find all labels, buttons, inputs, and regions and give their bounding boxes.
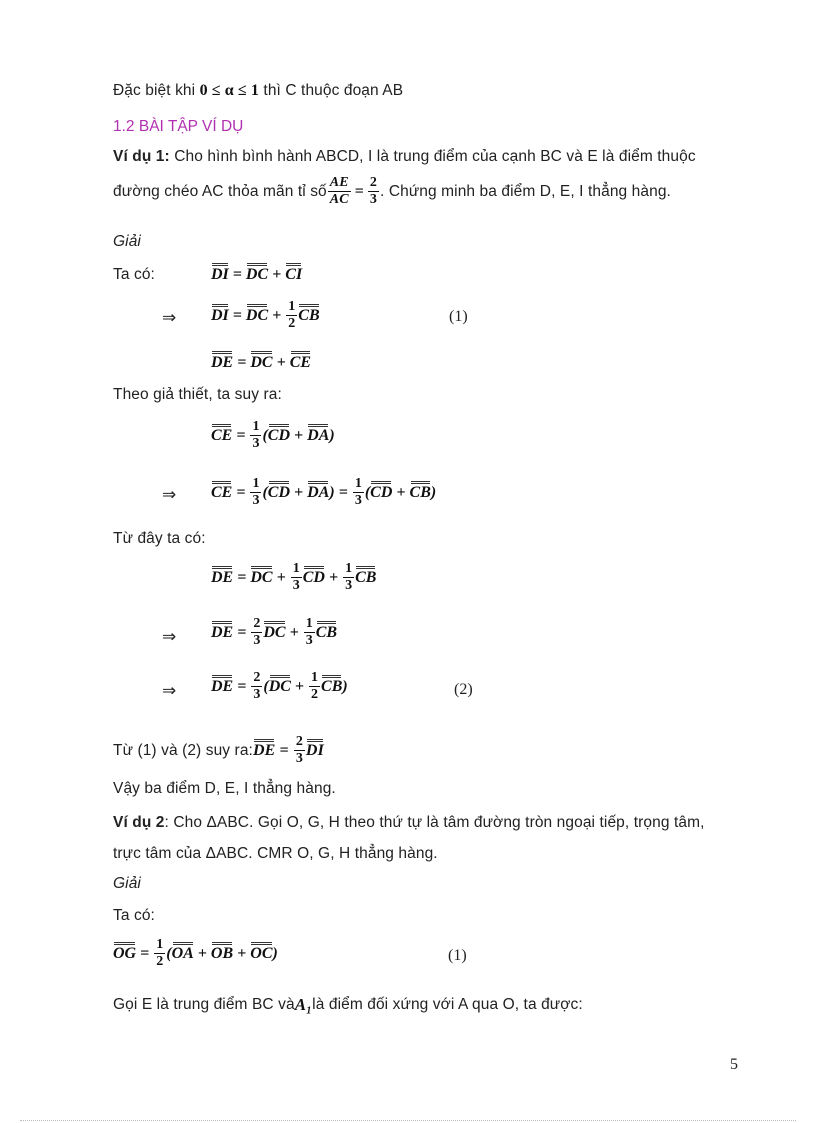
example1-text2-prefix: đường chéo AC thỏa mãn tỉ số: [113, 182, 327, 200]
example1-line2: [113, 176, 671, 207]
ta-co-2: Ta có:: [113, 907, 155, 924]
eq-di-half-cb: DI = DC + $\frac{1}{2}$ CB: [211, 299, 320, 331]
eq-de-di: DE = $\frac{2}{3}$ DI: [252, 734, 324, 766]
last-line: [113, 995, 583, 1015]
eq-ce-third: CE = $\frac{1}{3}$ ( CD + DA ): [211, 419, 335, 451]
example1-text2-suffix: . Chứng minh ba điểm D, E, I thẳng hàng.: [380, 182, 671, 200]
ratio-val-den: 3: [369, 192, 377, 207]
last-line-prefix: Gọi E là trung điểm BC và: [113, 996, 295, 1013]
example1-text1: Cho hình bình hành ABCD, I là trung điểm của cạnh BC và E là điểm thuộc: [169, 148, 696, 165]
eq-label-og: (1): [448, 947, 467, 964]
example2-solution-label: Giải: [113, 875, 141, 892]
ta-co-1: Ta có:: [113, 266, 155, 283]
implies-4: ⇒: [162, 681, 177, 701]
implies-2: ⇒: [162, 485, 177, 505]
ratio-val-num: 2: [369, 175, 377, 190]
page-bottom-divider: [20, 1120, 796, 1121]
eq-de-factored: DE = $\frac{2}{3}$ ( DC + $\frac{1}{2}$ CB ): [211, 670, 348, 702]
example1-solution-label: Giải: [113, 233, 141, 250]
example2-line2: trực tâm của ΔABC. CMR O, G, H thẳng hàng.: [113, 845, 438, 862]
last-line-suffix: là điểm đối xứng với A qua O, ta được:: [312, 996, 583, 1013]
eq-de-two-thirds: DE = $\frac{2}{3}$ DC + $\frac{1}{3}$ CB: [211, 616, 338, 648]
ratio-den: AC: [329, 192, 349, 207]
example2-line1: [113, 814, 705, 832]
implies-3: ⇒: [162, 627, 177, 647]
theo-gia-thiet: Theo giả thiết, ta suy ra:: [113, 386, 282, 403]
ratio-fraction: [328, 176, 351, 207]
implies-1: ⇒: [162, 308, 177, 328]
example1-label: Ví dụ 1:: [113, 148, 170, 165]
eq-label-1: (1): [449, 308, 468, 325]
ratio-eq: =: [354, 182, 364, 200]
ratio-num: AE: [329, 175, 349, 190]
eq-di-dc-ci: DI = DC + CI: [211, 266, 303, 283]
example2-text1: : Cho ΔABC. Gọi O, G, H theo thứ tự là tâm đường tròn ngoại tiếp, trọng tâm,: [164, 814, 705, 831]
intro-prefix: Đặc biệt khi: [113, 82, 200, 99]
eq-de-sum: DE = DC + $\frac{1}{3}$ CD + $\frac{1}{3}$ CB: [211, 561, 377, 593]
tu-day-ta-co: Từ đây ta có:: [113, 530, 206, 547]
page-number: 5: [730, 1056, 738, 1073]
eq-ce-third-cb: CE = $\frac{1}{3}$ ( CD + DA ) = $\frac{1}{3}$ ( CD + CB ): [211, 476, 437, 508]
example1-line1: [113, 148, 696, 166]
section-heading: 1.2 BÀI TẬP VÍ DỤ: [113, 118, 244, 135]
example1-conclusion: Vậy ba điểm D, E, I thẳng hàng.: [113, 780, 336, 797]
eq-og: OG = $\frac{1}{2}$ ( OA + OB + OC ): [113, 937, 278, 969]
symbol-a1: A₁: [294, 995, 313, 1014]
intro-line: [113, 82, 403, 100]
eq-de-dc-ce: DE = DC + CE: [211, 354, 312, 371]
intro-condition: 0 ≤ α ≤ 1: [199, 82, 259, 99]
eq-label-2: (2): [454, 681, 473, 698]
intro-suffix: thì C thuộc đoạn AB: [259, 82, 404, 99]
conclude-line: [113, 735, 324, 766]
ratio-value: [368, 176, 379, 207]
conclude-prefix: Từ (1) và (2) suy ra:: [113, 741, 253, 759]
example2-label: Ví dụ 2: [113, 814, 165, 831]
